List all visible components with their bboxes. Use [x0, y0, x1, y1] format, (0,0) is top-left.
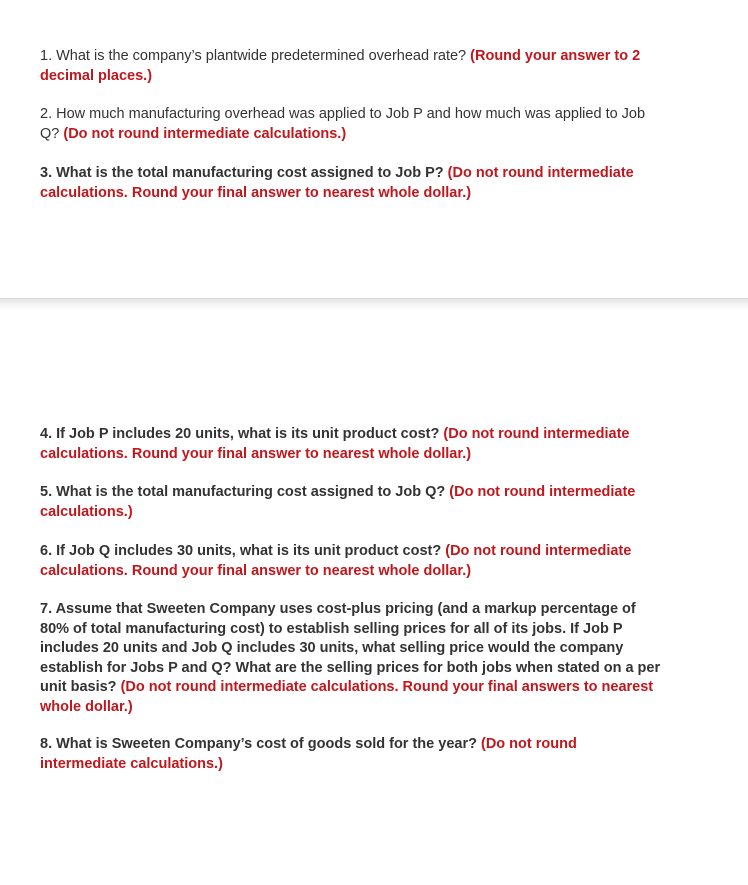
question-text: 7. Assume that Sweeten Company uses cost-plus pricing (and a markup percentage of 80% of total manufacturing cost) to establish selling prices for all of its jobs. If Job P includes 20 units and Job Q includes 30 units, what selling price would the company establish for Jobs P and Q? What are the selling prices for both jobs when stated on a per unit basis?: [40, 601, 661, 695]
question-instruction: (Do not round intermediate calculations.): [40, 484, 636, 520]
question-7: [40, 600, 665, 717]
question-text: 4. If Job P includes 20 units, what is its unit product cost?: [40, 426, 440, 442]
question-text: 8. What is Sweeten Company’s cost of goods sold for the year?: [40, 736, 477, 752]
question-instruction: (Do not round intermediate calculations. Round your final answer to nearest whole dollar.): [40, 165, 634, 201]
question-text: 5. What is the total manufacturing cost assigned to Job Q?: [40, 484, 446, 500]
question-text: 3. What is the total manufacturing cost assigned to Job P?: [40, 165, 444, 181]
question-instruction: (Do not round intermediate calculations. Round your final answer to nearest whole dollar.): [40, 426, 630, 462]
question-instruction: (Do not round intermediate calculations. Round your final answers to nearest whole dollar.): [40, 679, 654, 715]
question-3: [40, 164, 665, 203]
question-instruction: (Do not round intermediate calculations. Round your final answer to nearest whole dollar.): [40, 543, 632, 579]
question-instruction: (Round your answer to 2 decimal places.): [40, 48, 641, 84]
question-instruction: (Do not round intermediate calculations.): [40, 736, 577, 772]
section-divider: [0, 298, 748, 311]
question-4: [40, 425, 665, 464]
question-text: 2. How much manufacturing overhead was applied to Job P and how much was applied to Job Q?: [40, 106, 646, 142]
question-text: 1. What is the company’s plantwide predetermined overhead rate?: [40, 48, 467, 64]
question-1: [40, 47, 665, 86]
question-8: [40, 735, 665, 774]
question-6: [40, 542, 665, 581]
question-5: [40, 483, 665, 522]
question-text: 6. If Job Q includes 30 units, what is its unit product cost?: [40, 543, 442, 559]
question-instruction: (Do not round intermediate calculations.): [63, 125, 347, 142]
question-2: [40, 105, 665, 144]
